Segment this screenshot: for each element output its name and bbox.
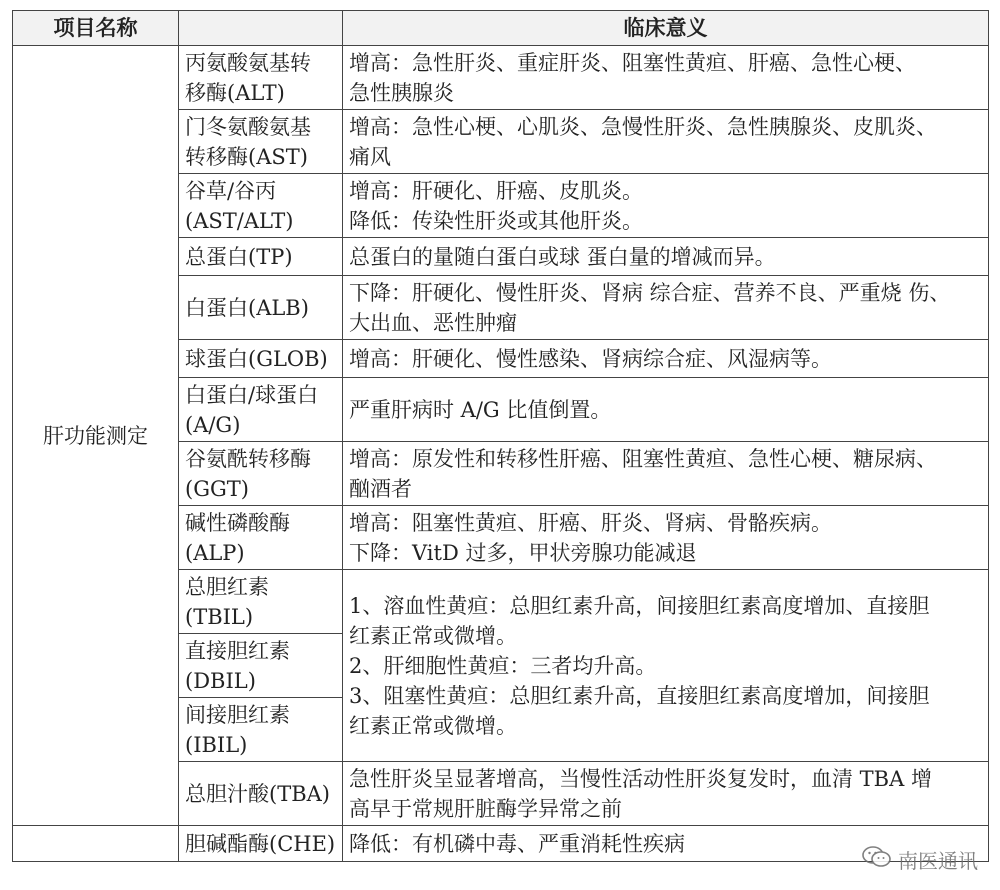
wechat-icon — [862, 845, 892, 874]
item-name-line: (IBIL) — [185, 732, 248, 757]
item-name-cell — [179, 110, 343, 174]
item-name-line: (ALP) — [185, 540, 245, 565]
meaning-cell — [343, 110, 989, 174]
item-name-line: 球蛋白(GLOB) — [185, 346, 328, 371]
meaning-cell — [343, 378, 989, 442]
category-cell-empty — [13, 826, 179, 862]
item-name-line: 转移酶(AST) — [185, 144, 308, 169]
item-name-line: 间接胆红素 — [185, 702, 290, 727]
meaning-line: 增高：急性心梗、心肌炎、急慢性肝炎、急性胰腺炎、皮肌炎、 — [349, 114, 937, 139]
meaning-line: 高早于常规肝脏酶学异常之前 — [349, 796, 622, 821]
table-row — [13, 46, 989, 110]
liver-function-table — [12, 10, 989, 862]
item-name-cell — [179, 174, 343, 238]
table-header-row — [13, 11, 989, 46]
meaning-cell — [343, 174, 989, 238]
item-name-cell — [179, 378, 343, 442]
item-name-line: (DBIL) — [185, 668, 256, 693]
meaning-line: 增高：原发性和转移性肝癌、阻塞性黄疸、急性心梗、糖尿病、 — [349, 446, 937, 471]
item-name-line: 胆碱酯酶(CHE) — [185, 831, 336, 856]
meaning-line: 严重肝病时 A/G 比值倒置。 — [349, 397, 612, 422]
meaning-line: 降低：有机磷中毒、严重消耗性疾病 — [349, 831, 685, 856]
item-name-cell — [179, 340, 343, 378]
meaning-line: 增高：阻塞性黄疸、肝癌、肝炎、肾病、骨骼疾病。 — [349, 510, 832, 535]
meaning-line: 红素正常或微增。 — [349, 623, 517, 648]
item-name-line: 门冬氨酸氨基 — [185, 114, 311, 139]
category-cell: 肝功能测定 — [13, 46, 179, 826]
item-name-cell — [179, 276, 343, 340]
meaning-line: 痛风 — [349, 144, 391, 169]
header-empty — [179, 11, 343, 46]
meaning-cell — [343, 238, 989, 276]
item-name-cell — [179, 762, 343, 826]
meaning-line: 降低：传染性肝炎或其他肝炎。 — [349, 208, 643, 233]
item-name-line: 总胆汁酸(TBA) — [185, 781, 330, 806]
meaning-line: 增高：肝硬化、慢性感染、肾病综合症、风湿病等。 — [349, 346, 832, 371]
item-name-line: 谷氨酰转移酶 — [185, 446, 311, 471]
item-name-line: 移酶(ALT) — [185, 80, 285, 105]
item-name-line: 谷草/谷丙 — [185, 178, 277, 203]
meaning-line: 酗酒者 — [349, 476, 412, 501]
meaning-line: 红素正常或微增。 — [349, 713, 517, 738]
table-row — [13, 826, 989, 862]
meaning-line: 增高：肝硬化、肝癌、皮肌炎。 — [349, 178, 643, 203]
item-name-line: (TBIL) — [185, 604, 254, 629]
item-name-line: 总胆红素 — [185, 574, 269, 599]
meaning-line: 急性胰腺炎 — [349, 80, 454, 105]
item-name-cell — [179, 826, 343, 862]
header-project-name: 项目名称 — [13, 11, 179, 46]
meaning-line: 急性肝炎呈显著增高，当慢性活动性肝炎复发时，血清 TBA 增 — [349, 766, 932, 791]
meaning-line: 3、阻塞性黄疸：总胆红素升高，直接胆红素高度增加，间接胆 — [349, 683, 930, 708]
item-name-cell — [179, 570, 343, 634]
meaning-line: 增高：急性肝炎、重症肝炎、阻塞性黄疸、肝癌、急性心梗、 — [349, 50, 916, 75]
meaning-cell — [343, 442, 989, 506]
item-name-line: 碱性磷酸酶 — [185, 510, 290, 535]
watermark-text: 南医通讯 — [898, 849, 978, 873]
meaning-cell — [343, 762, 989, 826]
item-name-line: (A/G) — [185, 412, 241, 437]
item-name-cell — [179, 634, 343, 698]
meaning-cell — [343, 46, 989, 110]
item-name-line: 白蛋白(ALB) — [185, 295, 309, 320]
meaning-line: 1、溶血性黄疸：总胆红素升高，间接胆红素高度增加、直接胆 — [349, 593, 930, 618]
item-name-line: (AST/ALT) — [185, 208, 294, 233]
item-name-line: 白蛋白/球蛋白 — [185, 382, 319, 407]
item-name-line: 总蛋白(TP) — [185, 244, 293, 269]
item-name-cell — [179, 238, 343, 276]
item-name-cell — [179, 506, 343, 570]
watermark — [862, 845, 978, 874]
item-name-cell — [179, 698, 343, 762]
meaning-line: 大出血、恶性肿瘤 — [349, 310, 517, 335]
meaning-line: 2、肝细胞性黄疸：三者均升高。 — [349, 653, 657, 678]
item-name-line: 直接胆红素 — [185, 638, 290, 663]
item-name-line: 丙氨酸氨基转 — [185, 50, 311, 75]
liver-function-table-sheet — [12, 10, 988, 876]
meaning-line: 下降：VitD 过多，甲状旁腺功能减退 — [349, 540, 697, 565]
meaning-cell — [343, 276, 989, 340]
item-name-cell — [179, 442, 343, 506]
header-clinical-significance: 临床意义 — [343, 11, 989, 46]
item-name-line: (GGT) — [185, 476, 249, 501]
item-name-cell — [179, 46, 343, 110]
meaning-line: 下降：肝硬化、慢性肝炎、肾病 综合症、营养不良、严重烧 伤、 — [349, 280, 951, 305]
bilirubin-meaning-cell — [343, 570, 989, 762]
meaning-line: 总蛋白的量随白蛋白或球 蛋白量的增减而异。 — [349, 244, 776, 269]
meaning-cell — [343, 506, 989, 570]
meaning-cell — [343, 340, 989, 378]
